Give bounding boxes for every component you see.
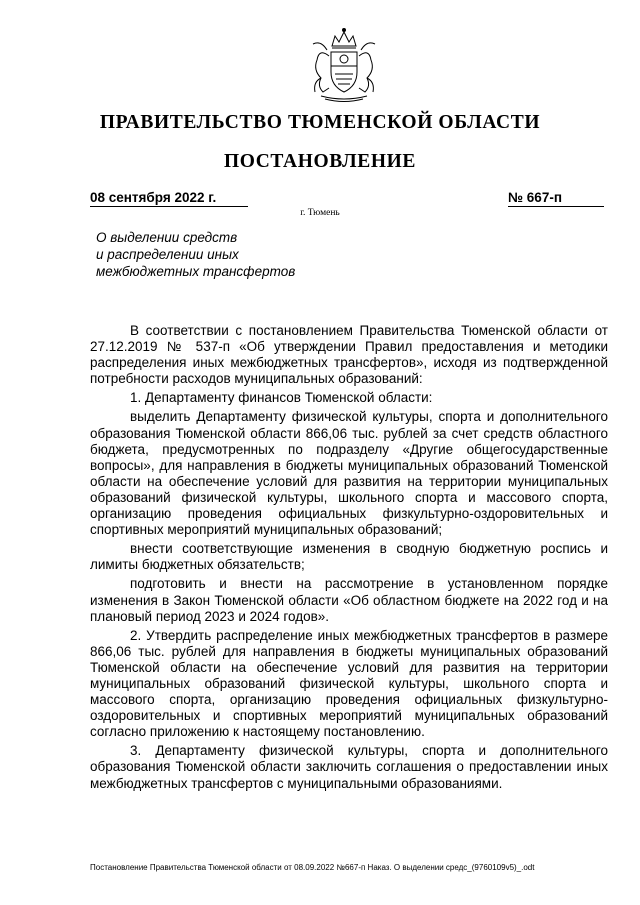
body-paragraph: выделить Департаменту физической культуры, спорта и дополнительного образования Тюменской области 866,06 тыс. рублей за счет средств областного бюджета, предусмотренных по подразделу «Другие общегосударственные вопросы», для направления в бюджеты муниципальных образований Тюменской области на обеспечение условий для развития на территории муниципальных образований физической культуры, школьного спорта и массового спорта, организацию проведения официальных физкультурно-оздоровительных и спортивных мероприятий муниципальных образований; — [90, 409, 608, 538]
body-paragraph: В соответствии с постановлением Правительства Тюменской области от 27.12.2019 № 537-п «Об утверждении Правил предоставления и методики распределения иных межбюджетных трансфертов», исходя из подтвержденной потребности расходов муниципальных образований: — [90, 323, 608, 387]
document-subject — [96, 229, 295, 280]
subject-line: и распределении иных — [96, 247, 239, 262]
document-footer: Постановление Правительства Тюменской области от 08.09.2022 №667-п Наказ. О выделении средс_(9760109v5)_.odt — [90, 863, 535, 872]
body-paragraph: 1. Департаменту финансов Тюменской области: — [130, 390, 433, 406]
document-date: 08 сентября 2022 г. — [90, 190, 248, 207]
document-type: ПОСТАНОВЛЕНИЕ — [223, 151, 417, 172]
body-paragraph: внести соответствующие изменения в сводную бюджетную роспись и лимиты бюджетных обязательств; — [90, 541, 608, 573]
body-paragraph: 3. Департаменту физической культуры, спорта и дополнительного образования Тюменской области заключить соглашения о предоставлении иных межбюджетных трансфертов с муниципальными образованиями. — [90, 743, 608, 791]
document-number: № 667-п — [508, 190, 604, 207]
document-body — [90, 323, 608, 795]
subject-line: межбюджетных трансфертов — [96, 264, 296, 279]
body-paragraph: 2. Утвердить распределение иных межбюджетных трансфертов в размере 866,06 тыс. рублей для направления в бюджеты муниципальных образований Тюменской области на обеспечение условий для развития на территории муниципальных образований физической культуры, школьного спорта и массового спорта, организацию проведения официальных физкультурно-оздоровительных и спортивных мероприятий муниципальных образований согласно приложению к настоящему постановлению. — [90, 627, 608, 740]
subject-line: О выделении средств — [96, 230, 238, 245]
document-city: г. Тюмень — [300, 208, 340, 218]
government-title: ПРАВИТЕЛЬСТВО ТЮМЕНСКОЙ ОБЛАСТИ — [99, 112, 541, 133]
body-paragraph: подготовить и внести на рассмотрение в установленном порядке изменения в Закон Тюменской области «Об областном бюджете на 2022 год и на плановый период 2023 и 2024 годов». — [90, 576, 608, 624]
tyumen-region-coat-of-arms-icon — [299, 26, 389, 104]
